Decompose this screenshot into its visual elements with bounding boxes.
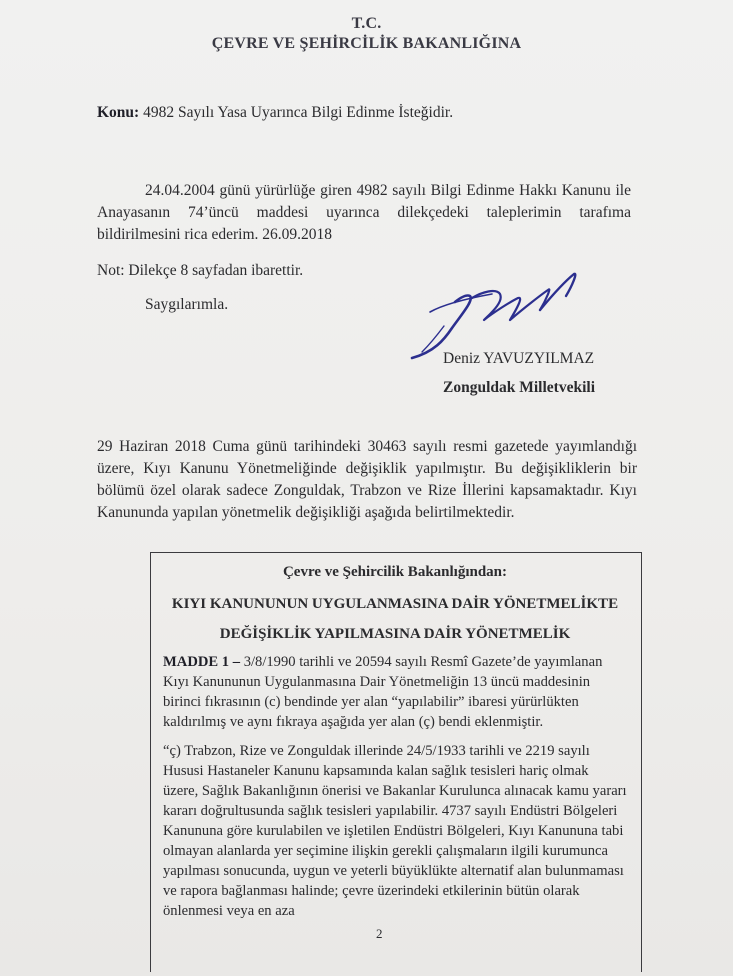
header-tc: T.C.: [351, 15, 382, 32]
request-paragraph: [97, 180, 631, 246]
article-label: MADDE 1 –: [163, 654, 241, 670]
subject-text: 4982 Sayılı Yasa Uyarınca Bilgi Edinme İsteğidir.: [143, 104, 454, 121]
excerpt-ministry-heading: Çevre ve Şehircilik Bakanlığından:: [282, 564, 508, 580]
request-paragraph-text: 24.04.2004 günü yürürlüğe giren 4982 sayılı Bilgi Edinme Hakkı Kanunu ile Anayasanın 74’üncü maddesi uyarınca dilekçedeki taleplerimin tarafıma bildirilmesini rica ederim. 26.09.2018: [97, 182, 631, 243]
subject-label: Konu:: [97, 104, 140, 121]
article-paragraph: [163, 652, 627, 732]
quoted-clause: “ç) Trabzon, Rize ve Zonguldak illerinde 24/5/1933 tarihli ve 2219 sayılı Hususi Hastaneler Kanunu kapsamında kalan sağlık tesisleri hariç olmak üzere, Sağlık Bakanlığının önerisi ve Bakanlar Kurulunca alınacak kamu yararı kararı doğrultusunda sağlık tesisleri yapılabilir. 4737 sayılı Endüstri Bölgeleri Kanununa göre kurulabilen ve işletilen Endüstri Bölgeleri, Kıyı Kanununa tabi olmayan alanlarda yer seçimine ilişkin gerekli çalışmaların ilgili kurumunca yapılması sonucunda, uygun ve yeterli büyüklükte alternatif alan bulunmaması ve rapora bağlanması halinde; çevre üzerindeki etkilerinin bütün olarak önlenmesi veya en aza: [163, 743, 627, 919]
subject-line: [97, 104, 453, 122]
excerpt-title-line1: KIYI KANUNUNUN UYGULANMASINA DAİR YÖNETMELİKTE: [171, 596, 619, 612]
header-ministry: ÇEVRE VE ŞEHİRCİLİK BAKANLIĞINA: [211, 35, 522, 52]
document-header: [0, 14, 733, 54]
excerpt-title-line2: DEĞİŞİKLİK YAPILMASINA DAİR YÖNETMELİK: [219, 626, 571, 642]
page-count-note: Not: Dilekçe 8 sayfadan ibarettir.: [97, 262, 304, 279]
page-number: 2: [376, 926, 383, 941]
context-paragraph: 29 Haziran 2018 Cuma günü tarihindeki 30463 sayılı resmi gazetede yayımlandığı üzere, Kıyı Kanunu Yönetmeliğinde değişiklik yapılmıştır. Bu değişikliklerin bir bölümü özel olarak sadece Zonguldak, Trabzon ve Rize İllerini kapsamaktadır. Kıyı Kanununda yapılan yönetmelik değişikliği aşağıda belirtilmektedir.: [97, 438, 637, 521]
signer-title: Zonguldak Milletvekili: [443, 379, 596, 396]
signer-name: Deniz YAVUZYILMAZ: [443, 350, 595, 367]
article-text: 3/8/1990 tarihli ve 20594 sayılı Resmî Gazete’de yayımlanan Kıyı Kanununun Uygulanmasına Dair Yönetmeliğin 13 üncü maddesinin birinci fıkrasının (c) bendinde yer alan “yapılabilir” ibaresi yürürlükten kaldırılmış ve aynı fıkraya aşağıda yer alan (ç) bendi eklenmiştir.: [163, 654, 603, 730]
regards-text: Saygılarımla.: [145, 296, 229, 313]
regulation-excerpt-box: [150, 552, 642, 972]
